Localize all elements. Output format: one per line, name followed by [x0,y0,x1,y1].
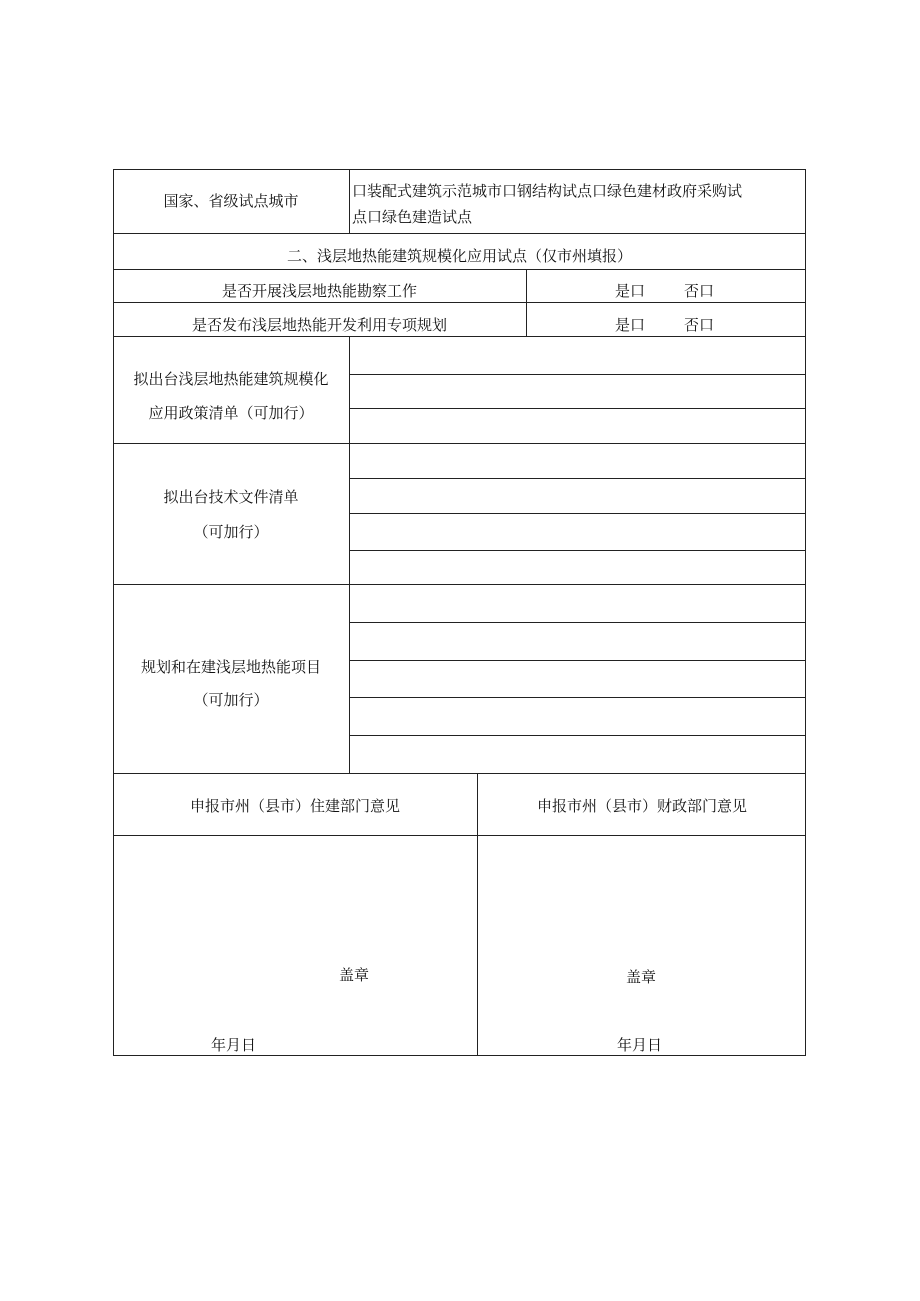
project-list-row [349,622,806,623]
tech-list-label-cont: （可加行） [193,523,269,541]
project-list-label-cont: （可加行） [193,691,269,709]
city-pilot-label: 国家、省级试点城市 [163,192,299,210]
tech-list-row [349,550,806,551]
finance-seal-label: 盖章 [626,968,657,986]
project-list-row [349,735,806,736]
plan-question-label: 是否发布浅层地热能开发利用专项规划 [191,316,447,334]
row-divider [113,269,806,270]
row-divider [113,233,806,234]
row-divider [113,835,806,836]
table-border-top [113,169,806,170]
col-divider [526,269,527,337]
survey-yes-checkbox[interactable]: 是口 [615,282,646,300]
row-divider [113,773,806,774]
housing-opinion-header: 申报市州（县市）住建部门意见 [189,797,400,815]
finance-date-label: 年月日 [617,1036,663,1054]
survey-question-label: 是否开展浅层地热能勘察工作 [221,282,417,300]
row-divider [113,443,806,444]
row-divider [113,584,806,585]
section-title: 二、浅层地热能建筑规模化应用试点（仅市州填报） [286,247,632,265]
row-divider [113,302,806,303]
finance-opinion-header: 申报市州（县市）财政部门意见 [536,797,747,815]
col-divider [349,169,350,234]
project-list-label: 规划和在建浅层地热能项目 [140,658,321,676]
city-pilot-options: 口装配式建筑示范城市口钢结构试点口绿色建材政府采购试 [352,182,743,200]
col-divider [349,336,350,774]
project-list-row [349,697,806,698]
survey-no-checkbox[interactable]: 否口 [684,282,715,300]
policy-list-label: 拟出台浅层地热能建筑规模化 [133,370,329,388]
tech-list-row [349,513,806,514]
policy-list-row [349,408,806,409]
tech-list-row [349,478,806,479]
plan-yes-checkbox[interactable]: 是口 [615,316,646,334]
plan-no-checkbox[interactable]: 否口 [684,316,715,334]
project-list-row [349,660,806,661]
housing-seal-label: 盖章 [339,966,370,984]
policy-list-row [349,374,806,375]
tech-list-label: 拟出台技术文件清单 [163,488,299,506]
row-divider [113,336,806,337]
housing-date-label: 年月日 [211,1036,257,1054]
policy-list-label-cont: 应用政策清单（可加行） [148,404,314,422]
city-pilot-options-cont: 点口绿色建造试点 [352,208,473,226]
